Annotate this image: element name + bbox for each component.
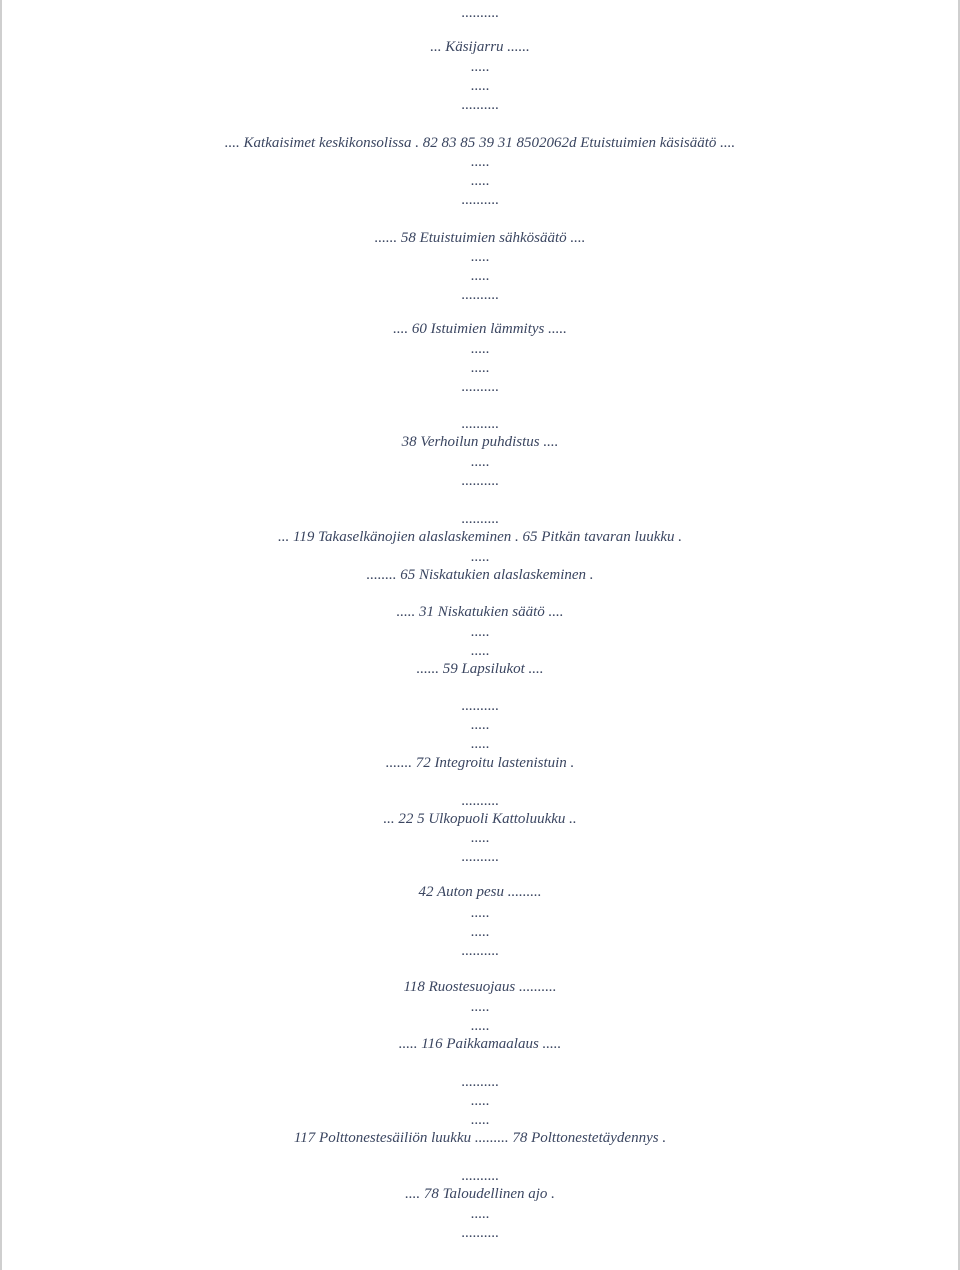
toc-line: .... 78 Taloudellinen ajo . [405,1186,555,1202]
toc-line: .......... [461,849,499,865]
toc-line: .......... [461,287,499,303]
toc-line: ..... [470,924,490,940]
toc-line: ..... [470,268,490,284]
toc-line: ..... [470,1018,490,1034]
toc-line: ..... [470,454,490,470]
toc-line: ..... [470,549,490,565]
toc-line: ..... [470,173,490,189]
toc-line: ... 119 Takaselkänojien alaslaskeminen . 65 Pitkän tavaran luukku . [277,529,683,545]
toc-line: ..... [470,643,490,659]
toc-line: .......... [461,1225,499,1241]
toc-line: .......... [461,192,499,208]
toc-line: .......... [461,473,499,489]
toc-line: .... 60 Istuimien lämmitys ..... [393,321,567,337]
toc-line: ..... 116 Paikkamaalaus ..... [398,1036,562,1052]
toc-line: ...... 58 Etuistuimien sähkösäätö .... [374,230,586,246]
toc-line: .......... [461,511,499,527]
toc-line: .......... [461,698,499,714]
toc-line: ..... 31 Niskatukien säätö .... [396,604,564,620]
toc-line: ..... [470,78,490,94]
toc-line: .......... [461,943,499,959]
toc-line: ..... [470,905,490,921]
toc-line: ..... [470,830,490,846]
toc-line: .......... [461,379,499,395]
toc-line: ...... 59 Lapsilukot .... [416,661,544,677]
toc-line: ... Käsijarru ...... [430,39,530,55]
toc-line: 118 Ruostesuojaus .......... [403,979,557,995]
toc-line: .......... [461,1168,499,1184]
toc-line: ..... [470,717,490,733]
toc-line: ..... [470,341,490,357]
toc-line: ....... 72 Integroitu lastenistuin . [385,755,575,771]
toc-line: ..... [470,1112,490,1128]
toc-line: ........ 65 Niskatukien alaslaskeminen . [366,567,594,583]
toc-line: ..... [470,249,490,265]
toc-line: ..... [470,59,490,75]
toc-line: 117 Polttonestesäiliön luukku ......... 78 Polttonestetäydennys . [293,1130,667,1146]
toc-line: 38 Verhoilun puhdistus .... [401,434,559,450]
toc-line: ... 22 5 Ulkopuoli Kattoluukku .. [383,811,577,827]
toc-line: ..... [470,999,490,1015]
toc-line: .......... [461,5,499,21]
toc-line: .......... [461,416,499,432]
toc-line: 42 Auton pesu ......... [418,884,542,900]
toc-line: .......... [461,97,499,113]
toc-line: ..... [470,154,490,170]
toc-line: ..... [470,736,490,752]
toc-line: .... Katkaisimet keskikonsolissa . 82 83 85 39 31 8502062d Etuistuimien käsisäätö .... [224,135,736,151]
toc-line: ..... [470,1206,490,1222]
toc-line: .......... [461,1074,499,1090]
toc-line: ..... [470,624,490,640]
toc-line: ..... [470,1093,490,1109]
toc-line: ..... [470,360,490,376]
toc-line: .......... [461,793,499,809]
